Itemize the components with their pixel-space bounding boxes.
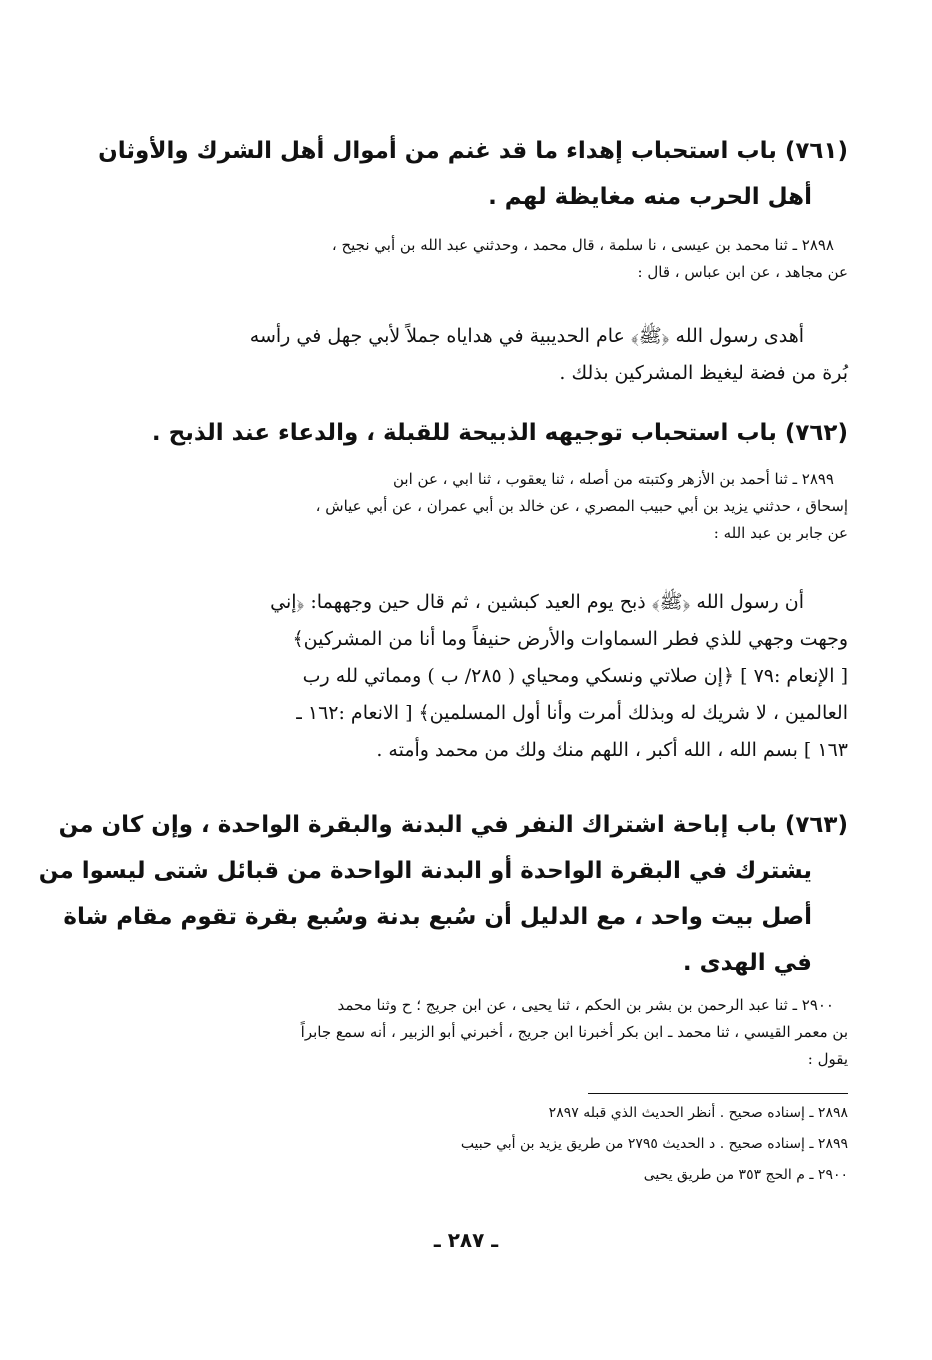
heading-line: يشترك في البقرة الواحدة أو البدنة الواحدة من قبائل شتى ليسوا من [38,858,812,884]
matn-line: ١٦٣ ] بسم الله ، الله أكبر ، اللهم منك ولك من محمد وأمته . [376,739,848,761]
isnad-line: ٢٨٩٩ ـ ثنا أحمد بن الأزهر وكتبته من أصله ، ثنا يعقوب ، ثنا ابي ، عن ابن [393,470,834,488]
heading-line: (٧٦١) باب استحباب إهداء ما قد غنم من أموال أهل الشرك والأوثان [98,138,848,164]
chapter-heading-762 [151,410,848,456]
chapter-heading-763 [38,802,848,986]
heading-line: (٧٦٣) باب إباحة اشتراك النفر في البدنة والبقرة الواحدة ، وإن كان من [58,812,848,838]
footnote: ٢٩٠٠ ـ م الحج ٣٥٣ من طريق يحيى [643,1167,848,1183]
isnad-line: إسحاق ، حدثني يزيد بن أبي حبيب المصري ، عن خالد بن أبي عمران ، عن أبي عياش ، [315,497,848,515]
matn-line: أن رسول الله ﴿ﷺ﴾ ذبح يوم العيد كبشين ، ثم قال حين وجههما: ﴿إني [270,591,804,613]
isnad-2900 [168,992,848,1073]
footnotes [168,1098,848,1191]
heading-line: أهل الحرب منه مغايظة لهم . [488,184,812,210]
isnad-line: بن معمر القيسي ، ثنا محمد ـ ابن بكر أخبرنا ابن جريج ، أخبرني أبو الزبير ، أنه سمع جابراً [300,1023,848,1041]
footnote-divider [588,1093,848,1094]
isnad-line: يقول : [807,1050,848,1068]
matn-line: وجهت وجهي للذي فطر السماوات والأرض حنيفاً وما أنا من المشركين﴾ [292,628,848,650]
matn-line: بُرة من فضة ليغيظ المشركين بذلك . [559,362,848,384]
isnad-line: عن جابر بن عبد الله : [713,524,848,542]
footnote: ٢٨٩٩ ـ إسناده صحيح . د الحديث ٢٧٩٥ من طريق يزيد بن أبي حبيب [460,1136,848,1152]
footnote: ٢٨٩٨ ـ إسناده صحيح . أنظر الحديث الذي قبله ٢٨٩٧ [548,1105,848,1121]
isnad-line: ٢٨٩٨ ـ ثنا محمد بن عيسى ، نا سلمة ، قال محمد ، وحدثني عبد الله بن أبي نجيح ، [331,236,834,254]
matn-line: [ الإنعام :٧٩ ] ﴿إن صلاتي ونسكي ومحياي ( ٢٨٥/ ب ) ومماتي لله رب [302,665,848,687]
chapter-heading-761 [98,128,848,220]
hadith-text-2898 [168,318,848,392]
heading-line: في الهدى . [682,950,812,976]
isnad-2899 [168,466,848,547]
hadith-text-2899 [168,584,848,769]
isnad-line: عن مجاهد ، عن ابن عباس ، قال : [637,263,848,281]
isnad-2898 [168,232,848,286]
heading-line: أصل بيت واحد ، مع الدليل أن سُبع بدنة وسُبع بقرة تقوم مقام شاة [63,904,812,930]
isnad-line: ٢٩٠٠ ـ ثنا عبد الرحمن بن بشر بن الحكم ، ثنا يحيى ، عن ابن جريج ؛ ح وثنا محمد [337,996,834,1014]
matn-line: أهدى رسول الله ﴿ﷺ﴾ عام الحديبية في هداياه جملاً لأبي جهل في رأسه [249,325,804,347]
page-number: ـ ٢٨٧ ـ [433,1228,499,1252]
matn-line: العالمين ، لا شريك له وبذلك أمرت وأنا أول المسلمين﴾ [ الانعام :١٦٢ ـ [296,702,848,724]
heading-line: (٧٦٢) باب استحباب توجيهه الذبيحة للقبلة ، والدعاء عند الذبح . [151,420,848,446]
